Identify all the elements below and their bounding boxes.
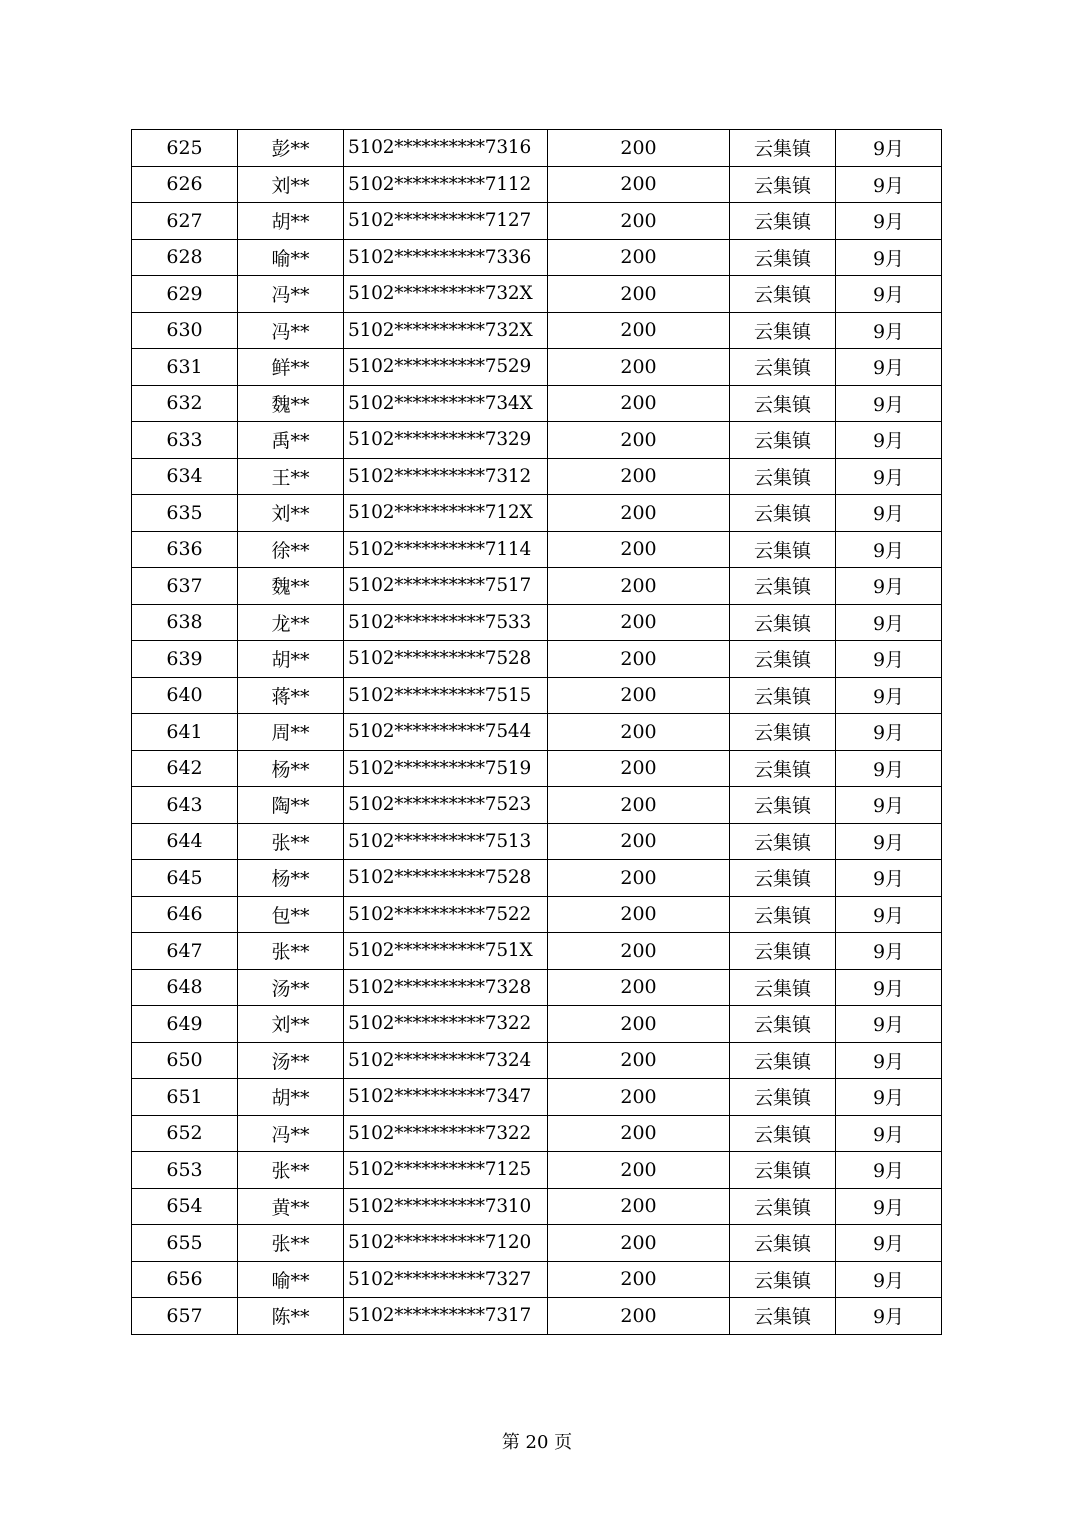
table-row xyxy=(132,860,942,897)
id-number-cell: 5102**********7517 xyxy=(344,568,548,605)
amount-cell: 200 xyxy=(548,203,730,240)
amount-cell: 200 xyxy=(548,933,730,970)
name-cell: 陶** xyxy=(238,787,344,824)
id-number-cell: 5102**********7329 xyxy=(344,422,548,459)
id-number-cell: 5102**********7312 xyxy=(344,458,548,495)
amount-cell: 200 xyxy=(548,969,730,1006)
amount-cell: 200 xyxy=(548,1006,730,1043)
amount-cell: 200 xyxy=(548,239,730,276)
id-number-cell: 5102**********7322 xyxy=(344,1115,548,1152)
row-number-cell: 631 xyxy=(132,349,238,386)
id-number-cell: 5102**********7317 xyxy=(344,1298,548,1335)
month-cell: 9月 xyxy=(836,458,942,495)
amount-cell: 200 xyxy=(548,312,730,349)
id-number-cell: 5102**********7519 xyxy=(344,750,548,787)
month-cell: 9月 xyxy=(836,1261,942,1298)
amount-cell: 200 xyxy=(548,349,730,386)
month-cell: 9月 xyxy=(836,531,942,568)
month-cell: 9月 xyxy=(836,860,942,897)
month-cell: 9月 xyxy=(836,641,942,678)
name-cell: 王** xyxy=(238,458,344,495)
town-cell: 云集镇 xyxy=(730,860,836,897)
id-number-cell: 5102**********7316 xyxy=(344,130,548,167)
name-cell: 魏** xyxy=(238,568,344,605)
month-cell: 9月 xyxy=(836,385,942,422)
name-cell: 包** xyxy=(238,896,344,933)
amount-cell: 200 xyxy=(548,130,730,167)
table-row xyxy=(132,677,942,714)
id-number-cell: 5102**********7523 xyxy=(344,787,548,824)
town-cell: 云集镇 xyxy=(730,1006,836,1043)
table-row xyxy=(132,1115,942,1152)
table-row xyxy=(132,568,942,605)
row-number-cell: 638 xyxy=(132,604,238,641)
id-number-cell: 5102**********7328 xyxy=(344,969,548,1006)
id-number-cell: 5102**********7114 xyxy=(344,531,548,568)
month-cell: 9月 xyxy=(836,787,942,824)
table-row xyxy=(132,1225,942,1262)
table-row xyxy=(132,1006,942,1043)
table-row xyxy=(132,933,942,970)
row-number-cell: 635 xyxy=(132,495,238,532)
month-cell: 9月 xyxy=(836,349,942,386)
amount-cell: 200 xyxy=(548,458,730,495)
table-row xyxy=(132,203,942,240)
row-number-cell: 641 xyxy=(132,714,238,751)
table-row xyxy=(132,969,942,1006)
name-cell: 龙** xyxy=(238,604,344,641)
row-number-cell: 652 xyxy=(132,1115,238,1152)
id-number-cell: 5102**********7125 xyxy=(344,1152,548,1189)
name-cell: 刘** xyxy=(238,495,344,532)
table-row xyxy=(132,312,942,349)
amount-cell: 200 xyxy=(548,641,730,678)
amount-cell: 200 xyxy=(548,823,730,860)
town-cell: 云集镇 xyxy=(730,312,836,349)
amount-cell: 200 xyxy=(548,276,730,313)
table-row xyxy=(132,458,942,495)
id-number-cell: 5102**********7513 xyxy=(344,823,548,860)
row-number-cell: 633 xyxy=(132,422,238,459)
id-number-cell: 5102**********7528 xyxy=(344,641,548,678)
row-number-cell: 628 xyxy=(132,239,238,276)
amount-cell: 200 xyxy=(548,422,730,459)
name-cell: 喻** xyxy=(238,239,344,276)
name-cell: 胡** xyxy=(238,203,344,240)
amount-cell: 200 xyxy=(548,1115,730,1152)
row-number-cell: 651 xyxy=(132,1079,238,1116)
id-number-cell: 5102**********751X xyxy=(344,933,548,970)
id-number-cell: 5102**********7522 xyxy=(344,896,548,933)
id-number-cell: 5102**********7322 xyxy=(344,1006,548,1043)
row-number-cell: 647 xyxy=(132,933,238,970)
town-cell: 云集镇 xyxy=(730,1152,836,1189)
name-cell: 张** xyxy=(238,933,344,970)
month-cell: 9月 xyxy=(836,276,942,313)
month-cell: 9月 xyxy=(836,677,942,714)
row-number-cell: 629 xyxy=(132,276,238,313)
name-cell: 陈** xyxy=(238,1298,344,1335)
row-number-cell: 657 xyxy=(132,1298,238,1335)
table-row xyxy=(132,166,942,203)
month-cell: 9月 xyxy=(836,604,942,641)
table-row xyxy=(132,1188,942,1225)
row-number-cell: 637 xyxy=(132,568,238,605)
month-cell: 9月 xyxy=(836,1152,942,1189)
amount-cell: 200 xyxy=(548,166,730,203)
town-cell: 云集镇 xyxy=(730,130,836,167)
month-cell: 9月 xyxy=(836,896,942,933)
town-cell: 云集镇 xyxy=(730,568,836,605)
beneficiary-table xyxy=(131,129,942,1335)
month-cell: 9月 xyxy=(836,422,942,459)
table-row xyxy=(132,130,942,167)
name-cell: 蒋** xyxy=(238,677,344,714)
month-cell: 9月 xyxy=(836,1225,942,1262)
id-number-cell: 5102**********7544 xyxy=(344,714,548,751)
name-cell: 刘** xyxy=(238,166,344,203)
town-cell: 云集镇 xyxy=(730,239,836,276)
town-cell: 云集镇 xyxy=(730,1042,836,1079)
town-cell: 云集镇 xyxy=(730,1261,836,1298)
table-row xyxy=(132,276,942,313)
page-number: 第 20 页 xyxy=(501,1432,573,1453)
name-cell: 冯** xyxy=(238,276,344,313)
id-number-cell: 5102**********7120 xyxy=(344,1225,548,1262)
row-number-cell: 634 xyxy=(132,458,238,495)
name-cell: 冯** xyxy=(238,1115,344,1152)
table-row xyxy=(132,604,942,641)
town-cell: 云集镇 xyxy=(730,166,836,203)
month-cell: 9月 xyxy=(836,714,942,751)
table-row xyxy=(132,1042,942,1079)
name-cell: 胡** xyxy=(238,1079,344,1116)
amount-cell: 200 xyxy=(548,677,730,714)
name-cell: 汤** xyxy=(238,1042,344,1079)
row-number-cell: 650 xyxy=(132,1042,238,1079)
row-number-cell: 627 xyxy=(132,203,238,240)
table-row xyxy=(132,641,942,678)
name-cell: 张** xyxy=(238,1225,344,1262)
table-row xyxy=(132,531,942,568)
amount-cell: 200 xyxy=(548,1261,730,1298)
name-cell: 徐** xyxy=(238,531,344,568)
amount-cell: 200 xyxy=(548,1188,730,1225)
row-number-cell: 642 xyxy=(132,750,238,787)
id-number-cell: 5102**********712X xyxy=(344,495,548,532)
town-cell: 云集镇 xyxy=(730,1079,836,1116)
table-row xyxy=(132,422,942,459)
town-cell: 云集镇 xyxy=(730,385,836,422)
name-cell: 彭** xyxy=(238,130,344,167)
name-cell: 魏** xyxy=(238,385,344,422)
amount-cell: 200 xyxy=(548,1152,730,1189)
id-number-cell: 5102**********7127 xyxy=(344,203,548,240)
town-cell: 云集镇 xyxy=(730,495,836,532)
table-row xyxy=(132,239,942,276)
amount-cell: 200 xyxy=(548,531,730,568)
amount-cell: 200 xyxy=(548,568,730,605)
month-cell: 9月 xyxy=(836,166,942,203)
amount-cell: 200 xyxy=(548,860,730,897)
name-cell: 杨** xyxy=(238,750,344,787)
amount-cell: 200 xyxy=(548,1042,730,1079)
amount-cell: 200 xyxy=(548,787,730,824)
row-number-cell: 626 xyxy=(132,166,238,203)
table-row xyxy=(132,1298,942,1335)
row-number-cell: 653 xyxy=(132,1152,238,1189)
month-cell: 9月 xyxy=(836,312,942,349)
town-cell: 云集镇 xyxy=(730,422,836,459)
town-cell: 云集镇 xyxy=(730,1115,836,1152)
row-number-cell: 625 xyxy=(132,130,238,167)
town-cell: 云集镇 xyxy=(730,750,836,787)
town-cell: 云集镇 xyxy=(730,458,836,495)
table-row xyxy=(132,1079,942,1116)
row-number-cell: 648 xyxy=(132,969,238,1006)
table-row xyxy=(132,896,942,933)
month-cell: 9月 xyxy=(836,823,942,860)
town-cell: 云集镇 xyxy=(730,349,836,386)
id-number-cell: 5102**********7310 xyxy=(344,1188,548,1225)
month-cell: 9月 xyxy=(836,1115,942,1152)
month-cell: 9月 xyxy=(836,933,942,970)
id-number-cell: 5102**********734X xyxy=(344,385,548,422)
row-number-cell: 645 xyxy=(132,860,238,897)
id-number-cell: 5102**********7529 xyxy=(344,349,548,386)
town-cell: 云集镇 xyxy=(730,1225,836,1262)
town-cell: 云集镇 xyxy=(730,823,836,860)
row-number-cell: 654 xyxy=(132,1188,238,1225)
town-cell: 云集镇 xyxy=(730,1298,836,1335)
id-number-cell: 5102**********7336 xyxy=(344,239,548,276)
id-number-cell: 5102**********7533 xyxy=(344,604,548,641)
month-cell: 9月 xyxy=(836,239,942,276)
table-row xyxy=(132,823,942,860)
month-cell: 9月 xyxy=(836,568,942,605)
name-cell: 张** xyxy=(238,1152,344,1189)
id-number-cell: 5102**********732X xyxy=(344,312,548,349)
id-number-cell: 5102**********7528 xyxy=(344,860,548,897)
name-cell: 杨** xyxy=(238,860,344,897)
name-cell: 冯** xyxy=(238,312,344,349)
name-cell: 黄** xyxy=(238,1188,344,1225)
name-cell: 周** xyxy=(238,714,344,751)
name-cell: 鲜** xyxy=(238,349,344,386)
table-row xyxy=(132,714,942,751)
amount-cell: 200 xyxy=(548,604,730,641)
town-cell: 云集镇 xyxy=(730,203,836,240)
month-cell: 9月 xyxy=(836,1079,942,1116)
town-cell: 云集镇 xyxy=(730,531,836,568)
row-number-cell: 656 xyxy=(132,1261,238,1298)
table-body xyxy=(132,130,942,1335)
month-cell: 9月 xyxy=(836,495,942,532)
town-cell: 云集镇 xyxy=(730,604,836,641)
id-number-cell: 5102**********732X xyxy=(344,276,548,313)
town-cell: 云集镇 xyxy=(730,677,836,714)
town-cell: 云集镇 xyxy=(730,276,836,313)
row-number-cell: 646 xyxy=(132,896,238,933)
name-cell: 禹** xyxy=(238,422,344,459)
id-number-cell: 5102**********7324 xyxy=(344,1042,548,1079)
name-cell: 胡** xyxy=(238,641,344,678)
month-cell: 9月 xyxy=(836,1042,942,1079)
table-row xyxy=(132,750,942,787)
name-cell: 汤** xyxy=(238,969,344,1006)
id-number-cell: 5102**********7327 xyxy=(344,1261,548,1298)
id-number-cell: 5102**********7347 xyxy=(344,1079,548,1116)
amount-cell: 200 xyxy=(548,1079,730,1116)
amount-cell: 200 xyxy=(548,1225,730,1262)
amount-cell: 200 xyxy=(548,714,730,751)
table-row xyxy=(132,349,942,386)
town-cell: 云集镇 xyxy=(730,641,836,678)
month-cell: 9月 xyxy=(836,1298,942,1335)
amount-cell: 200 xyxy=(548,385,730,422)
row-number-cell: 640 xyxy=(132,677,238,714)
month-cell: 9月 xyxy=(836,1006,942,1043)
table-row xyxy=(132,385,942,422)
row-number-cell: 649 xyxy=(132,1006,238,1043)
town-cell: 云集镇 xyxy=(730,1188,836,1225)
row-number-cell: 644 xyxy=(132,823,238,860)
row-number-cell: 632 xyxy=(132,385,238,422)
id-number-cell: 5102**********7515 xyxy=(344,677,548,714)
month-cell: 9月 xyxy=(836,130,942,167)
month-cell: 9月 xyxy=(836,1188,942,1225)
amount-cell: 200 xyxy=(548,750,730,787)
table-row xyxy=(132,495,942,532)
month-cell: 9月 xyxy=(836,750,942,787)
month-cell: 9月 xyxy=(836,203,942,240)
name-cell: 张** xyxy=(238,823,344,860)
amount-cell: 200 xyxy=(548,495,730,532)
row-number-cell: 643 xyxy=(132,787,238,824)
table-row xyxy=(132,1152,942,1189)
month-cell: 9月 xyxy=(836,969,942,1006)
town-cell: 云集镇 xyxy=(730,787,836,824)
row-number-cell: 655 xyxy=(132,1225,238,1262)
town-cell: 云集镇 xyxy=(730,896,836,933)
amount-cell: 200 xyxy=(548,1298,730,1335)
row-number-cell: 630 xyxy=(132,312,238,349)
row-number-cell: 636 xyxy=(132,531,238,568)
name-cell: 喻** xyxy=(238,1261,344,1298)
table-row xyxy=(132,1261,942,1298)
row-number-cell: 639 xyxy=(132,641,238,678)
name-cell: 刘** xyxy=(238,1006,344,1043)
table-row xyxy=(132,787,942,824)
id-number-cell: 5102**********7112 xyxy=(344,166,548,203)
town-cell: 云集镇 xyxy=(730,714,836,751)
town-cell: 云集镇 xyxy=(730,933,836,970)
amount-cell: 200 xyxy=(548,896,730,933)
town-cell: 云集镇 xyxy=(730,969,836,1006)
